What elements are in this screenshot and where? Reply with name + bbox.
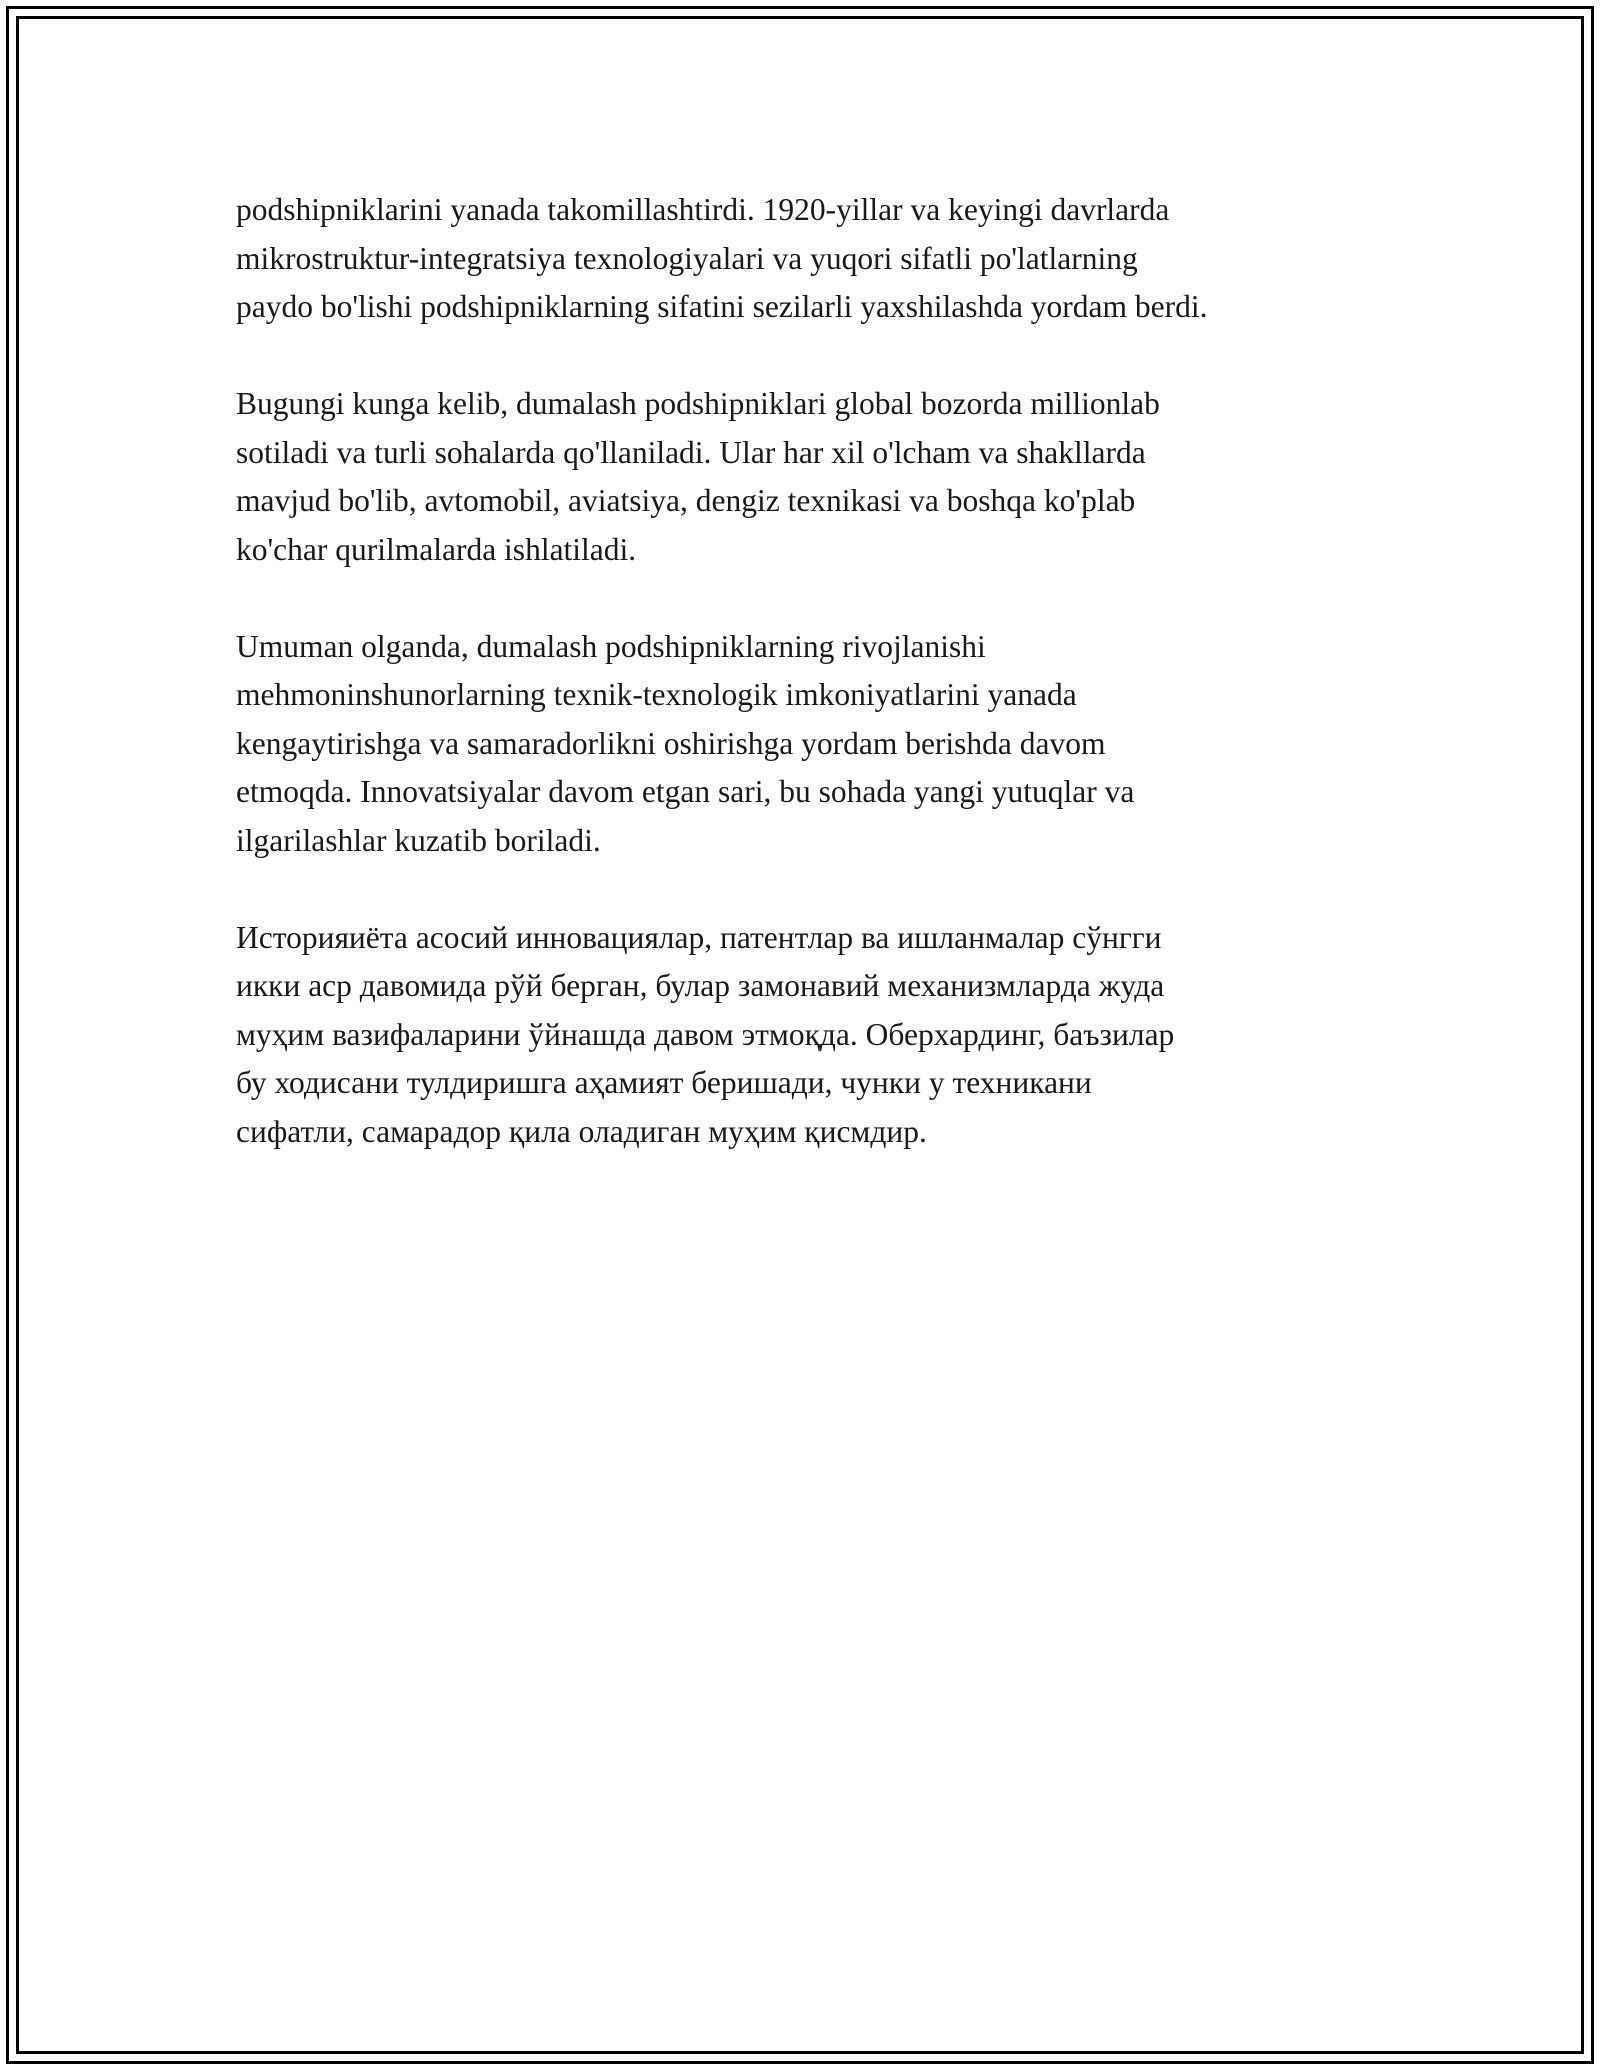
paragraph-4: Историяиёта асосий инновациялар, патентлар ва ишланмалар сўнгги икки аср давомида рўй берган, булар замонавий механизмларда жуда муҳим вазифаларини ўйнашда давом этмоқда. Оберхардинг, баъзилар бу ходисани тулдиришга аҳамият беришади, чунки у техникани сифатли, самарадор қила оладиган муҳим қисмдир. <box>236 919 1175 1149</box>
document-body <box>236 186 1386 1205</box>
paragraph-1: podshipniklarini yanada takomillashtirdi. 1920-yillar va keyingi davrlarda mikrostruktur-integratsiya texnologiyalari va yuqori sifatli po'latlarning paydo bo'lishi podshipniklarning sifatini sezilarli yaxshilashda yordam berdi. <box>236 192 1208 324</box>
paragraph-2: Bugungi kunga kelib, dumalash podshipniklari global bozorda millionlab sotiladi va turli sohalarda qo'llaniladi. Ular har xil o'lcham va shakllarda mavjud bo'lib, avtomobil, aviatsiya, dengiz texnikasi va boshqa ko'plab ko'char qurilmalarda ishlatiladi. <box>236 386 1160 567</box>
paragraph-3: Umuman olganda, dumalash podshipniklarning rivojlanishi mehmoninshunorlarning texnik-texnologik imkoniyatlarini yanada kengaytirishga va samaradorlikni oshirishga yordam berishda davom etmoqda. Innovatsiyalar davom etgan sari, bu sohada yangi yutuqlar va ilgarilashlar kuzatib boriladi. <box>236 628 1135 858</box>
